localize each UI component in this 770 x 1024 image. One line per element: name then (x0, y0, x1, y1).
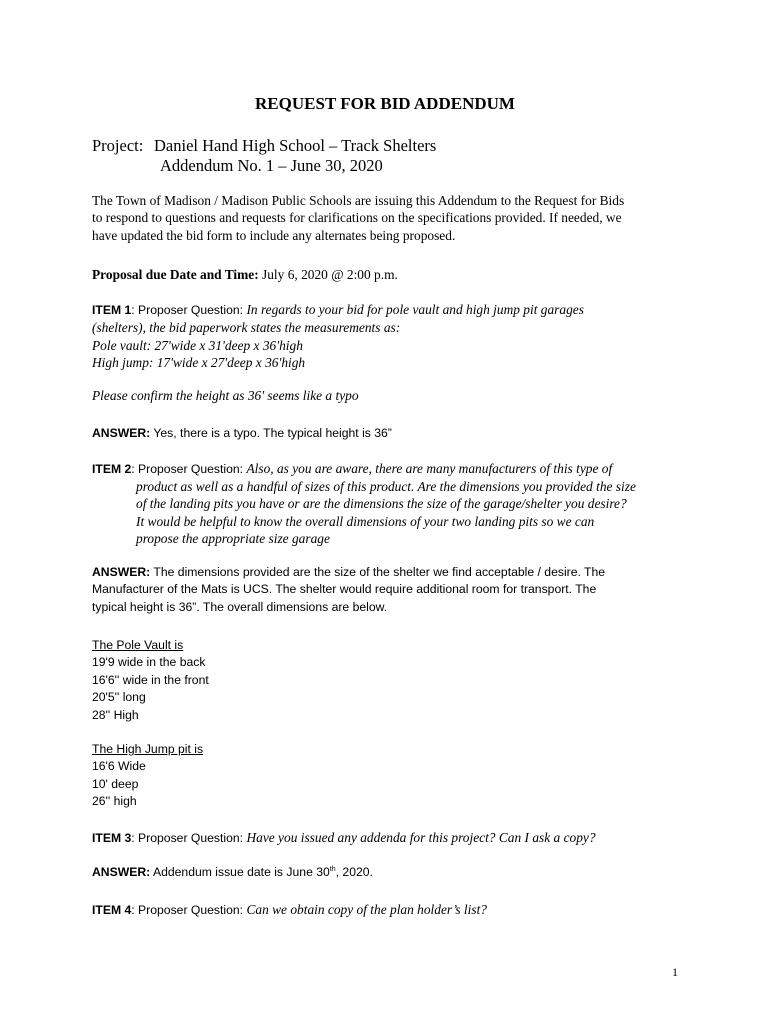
item-2-answer-line: Manufacturer of the Mats is UCS. The shelter would require additional room for transport. The (92, 582, 597, 597)
item-4-label: ITEM 4 (92, 903, 132, 917)
high-jump-dimension: 10' deep (92, 776, 139, 791)
item-2-answer-line: The dimensions provided are the size of the shelter we find acceptable / desire. The (150, 565, 606, 579)
item-1-question-line: In regards to your bid for pole vault and high jump pit garages (246, 302, 584, 317)
page-number: 1 (672, 965, 678, 979)
pole-vault-dimension: 28'' High (92, 707, 139, 722)
high-jump-dimension: 26'' high (92, 794, 137, 809)
item-2-answer-label: ANSWER: (92, 565, 151, 579)
item-2-question-line: of the landing pits you have or are the dimensions the size of the garage/shelter you desire? (136, 496, 627, 512)
item-1-question-line: High jump: 17'wide x 27'deep x 36'high (92, 355, 306, 370)
pole-vault-block (92, 637, 209, 724)
item-3-answer-text-end: , 2020. (335, 865, 373, 879)
pole-vault-heading: The Pole Vault is (92, 638, 184, 652)
item-2-label: ITEM 2 (92, 462, 132, 476)
item-3-answer-text: Addendum issue date is June 30 (150, 865, 330, 879)
item-3-prefix: : Proposer Question: (131, 831, 247, 845)
item-1-answer-label: ANSWER: (92, 426, 151, 440)
item-2-answer (92, 564, 605, 616)
item-2-question-line: product as well as a handful of sizes of this product. Are the dimensions you provided the size (136, 479, 636, 494)
high-jump-dimension: 16'6 Wide (92, 759, 146, 774)
pole-vault-dimension: 19'9 wide in the back (92, 655, 206, 670)
item-4-question (92, 901, 487, 919)
item-2-question-continued (136, 478, 636, 547)
item-1-answer (92, 425, 392, 442)
item-3-answer-label: ANSWER: (92, 865, 151, 879)
project-name: Daniel Hand High School – Track Shelters (154, 136, 437, 155)
item-3-answer (92, 864, 373, 881)
item-1-question-line: Pole vault: 27'wide x 31'deep x 36'high (92, 337, 303, 353)
document-title: REQUEST FOR BID ADDENDUM (255, 94, 515, 113)
item-2-prefix: : Proposer Question: (131, 462, 247, 476)
item-1-question (92, 301, 584, 371)
item-4-prefix: : Proposer Question: (131, 903, 247, 917)
item-1-answer-text: Yes, there is a typo. The typical height is 36” (150, 426, 392, 440)
item-2-question (92, 460, 612, 478)
item-3-question-text: Have you issued any addenda for this project? Can I ask a copy? (246, 830, 596, 845)
intro-line: to respond to questions and requests for clarifications on the specifications provided. If needed, we (92, 210, 622, 226)
proposal-due (92, 266, 398, 283)
item-1-confirm: Please confirm the height as 36' seems like a typo (92, 388, 359, 403)
proposal-due-label: Proposal due Date and Time: (92, 267, 259, 282)
item-2-question-line: Also, as you are aware, there are many manufacturers of this type of (246, 461, 613, 476)
item-2-answer-line: typical height is 36”. The overall dimensions are below. (92, 599, 388, 614)
item-3-answer-superscript: th (329, 865, 336, 873)
pole-vault-dimension: 16'6'' wide in the front (92, 672, 209, 687)
item-2-question-line: propose the appropriate size garage (136, 530, 330, 546)
addendum-number: Addendum No. 1 – June 30, 2020 (160, 156, 383, 175)
intro-line: have updated the bid form to include any alternates being proposed. (92, 227, 456, 243)
item-3-label: ITEM 3 (92, 831, 132, 845)
item-2-question-line: It would be helpful to know the overall dimensions of your two landing pits so we can (136, 513, 595, 529)
intro-line: The Town of Madison / Madison Public Schools are issuing this Addendum to the Request for Bids (92, 193, 625, 208)
high-jump-block (92, 741, 203, 811)
item-1-prefix: : Proposer Question: (131, 303, 247, 317)
intro-paragraph (92, 192, 624, 244)
item-1-label: ITEM 1 (92, 303, 132, 317)
pole-vault-dimension: 20'5'' long (92, 690, 146, 705)
item-1-question-line: (shelters), the bid paperwork states the measurements as: (92, 320, 401, 336)
high-jump-heading: The High Jump pit is (92, 742, 204, 756)
proposal-due-value: July 6, 2020 @ 2:00 p.m. (258, 267, 398, 282)
item-4-question-text: Can we obtain copy of the plan holder’s list? (246, 902, 487, 917)
item-3-question (92, 829, 596, 847)
project-label: Project: (92, 136, 144, 155)
